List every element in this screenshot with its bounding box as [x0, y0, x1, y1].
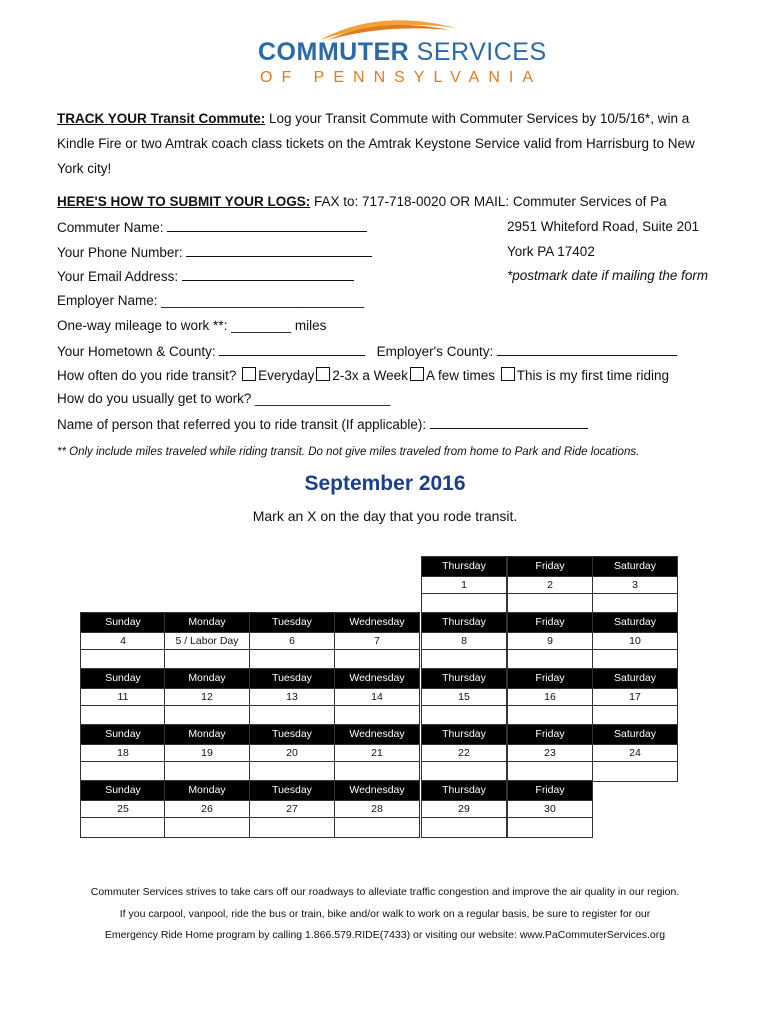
day-number: 9: [507, 632, 593, 650]
day-mark-cell[interactable]: [334, 761, 420, 782]
few-times-checkbox[interactable]: [410, 367, 424, 381]
day-mark-cell[interactable]: [164, 761, 250, 782]
day-header-sunday: Sunday: [80, 724, 166, 745]
day-mark-cell[interactable]: [249, 705, 335, 726]
day-header-monday: Monday: [164, 612, 250, 633]
day-number: 19: [164, 744, 250, 762]
day-number: 25: [80, 800, 166, 818]
day-number: 15: [421, 688, 507, 706]
day-mark-cell[interactable]: [507, 817, 593, 838]
day-header-tuesday: Tuesday: [249, 724, 335, 745]
footer-line2: If you carpool, vanpool, ride the bus or train, bike and/or walk to work on a regular basis, be sure to register for our: [119, 908, 651, 920]
day-number: 7: [334, 632, 420, 650]
day-mark-cell[interactable]: [507, 705, 593, 726]
day-mark-cell[interactable]: [164, 817, 250, 838]
mileage-row: One-way mileage to work **: ________ miles: [57, 318, 327, 333]
first-time-checkbox[interactable]: [501, 367, 515, 381]
day-mark-cell[interactable]: [249, 817, 335, 838]
intro-line3: York city!: [57, 161, 112, 176]
day-number: 23: [507, 744, 593, 762]
day-mark-cell[interactable]: [80, 817, 166, 838]
day-number: 2: [507, 576, 593, 594]
day-header-tuesday: Tuesday: [249, 780, 335, 801]
commuter-name-row: Commuter Name:: [57, 219, 367, 235]
day-header-saturday: Saturday: [592, 668, 678, 689]
submit-line: HERE'S HOW TO SUBMIT YOUR LOGS: FAX to: 717-718-0020 OR MAIL: Commuter Services of Pa: [57, 194, 667, 209]
hometown-row: Your Hometown & County: Employer's County:: [57, 343, 677, 359]
day-header-monday: Monday: [164, 724, 250, 745]
day-mark-cell[interactable]: [507, 593, 593, 614]
intro-line2: Kindle Fire or two Amtrak coach class tickets on the Amtrak Keystone Service valid from Harrisburg to New: [57, 136, 695, 151]
day-header-tuesday: Tuesday: [249, 668, 335, 689]
day-mark-cell[interactable]: [421, 649, 507, 670]
day-header-monday: Monday: [164, 668, 250, 689]
day-number: 18: [80, 744, 166, 762]
day-header-wednesday: Wednesday: [334, 612, 420, 633]
day-header-wednesday: Wednesday: [334, 780, 420, 801]
day-mark-cell[interactable]: [421, 761, 507, 782]
day-header-thursday: Thursday: [421, 556, 507, 577]
day-header-friday: Friday: [507, 556, 593, 577]
day-number: 21: [334, 744, 420, 762]
transit-frequency-row: How often do you ride transit? Everyday 2-3x a Week A few times This is my first time riding: [57, 368, 670, 383]
day-number: 10: [592, 632, 678, 650]
day-mark-cell[interactable]: [164, 705, 250, 726]
day-number: 14: [334, 688, 420, 706]
day-mark-cell[interactable]: [421, 593, 507, 614]
month-title: September 2016: [304, 472, 466, 495]
day-number: 5 / Labor Day: [164, 632, 250, 650]
day-mark-cell[interactable]: [421, 705, 507, 726]
day-header-saturday: Saturday: [592, 724, 678, 745]
phone-field[interactable]: [186, 244, 372, 257]
email-row: Your Email Address:: [57, 268, 354, 284]
day-number: 26: [164, 800, 250, 818]
day-number: 17: [592, 688, 678, 706]
day-mark-cell[interactable]: [592, 593, 678, 614]
day-mark-cell[interactable]: [164, 649, 250, 670]
day-header-thursday: Thursday: [421, 780, 507, 801]
day-number: 8: [421, 632, 507, 650]
day-number: 4: [80, 632, 166, 650]
day-header-monday: Monday: [164, 780, 250, 801]
day-number: 13: [249, 688, 335, 706]
day-header-tuesday: Tuesday: [249, 612, 335, 633]
address-line2: York PA 17402: [507, 244, 595, 259]
email-field[interactable]: [182, 268, 354, 281]
how-get-row: How do you usually get to work? __________________: [57, 391, 391, 406]
day-number: 29: [421, 800, 507, 818]
day-header-sunday: Sunday: [80, 612, 166, 633]
day-number: 11: [80, 688, 166, 706]
referred-field[interactable]: [430, 416, 588, 429]
footer-line1: Commuter Services strives to take cars off our roadways to alleviate traffic congestion and improve the air quality in our region.: [90, 886, 680, 898]
day-number: 6: [249, 632, 335, 650]
day-header-wednesday: Wednesday: [334, 668, 420, 689]
day-mark-cell[interactable]: [80, 649, 166, 670]
employer-row: Employer Name: ___________________________: [57, 293, 364, 308]
day-header-thursday: Thursday: [421, 724, 507, 745]
day-mark-cell[interactable]: [80, 705, 166, 726]
day-number: 27: [249, 800, 335, 818]
day-mark-cell[interactable]: [592, 649, 678, 670]
referred-row: Name of person that referred you to ride transit (If applicable):: [57, 416, 588, 432]
day-header-thursday: Thursday: [421, 612, 507, 633]
hometown-field[interactable]: [219, 343, 365, 356]
day-mark-cell[interactable]: [80, 761, 166, 782]
employer-county-field[interactable]: [497, 343, 677, 356]
day-header-saturday: Saturday: [592, 556, 678, 577]
day-mark-cell[interactable]: [592, 761, 678, 782]
two-three-week-checkbox[interactable]: [316, 367, 330, 381]
day-header-friday: Friday: [507, 612, 593, 633]
day-mark-cell[interactable]: [592, 705, 678, 726]
day-mark-cell[interactable]: [249, 649, 335, 670]
day-number: 20: [249, 744, 335, 762]
day-number: 3: [592, 576, 678, 594]
mileage-note: ** Only include miles traveled while riding transit. Do not give miles traveled from home to Park and Ride locations.: [57, 446, 640, 458]
day-number: 24: [592, 744, 678, 762]
day-mark-cell[interactable]: [334, 705, 420, 726]
everyday-checkbox[interactable]: [242, 367, 256, 381]
day-header-friday: Friday: [507, 780, 593, 801]
day-number: 12: [164, 688, 250, 706]
day-mark-cell[interactable]: [507, 761, 593, 782]
day-mark-cell[interactable]: [334, 817, 420, 838]
day-mark-cell[interactable]: [249, 761, 335, 782]
day-header-friday: Friday: [507, 724, 593, 745]
day-mark-cell[interactable]: [421, 817, 507, 838]
day-number: 22: [421, 744, 507, 762]
logo-line1: COMMUTER SERVICES: [258, 38, 547, 66]
day-header-saturday: Saturday: [592, 612, 678, 633]
day-mark-cell[interactable]: [507, 649, 593, 670]
postmark-note: *postmark date if mailing the form: [507, 268, 709, 283]
day-header-sunday: Sunday: [80, 780, 166, 801]
day-number: 28: [334, 800, 420, 818]
day-number: 30: [507, 800, 593, 818]
logo: [258, 14, 547, 86]
intro-line1: TRACK YOUR Transit Commute: Log your Transit Commute with Commuter Services by 10/5/16*, win a: [57, 111, 690, 126]
phone-row: Your Phone Number:: [57, 244, 372, 260]
footer-line3: Emergency Ride Home program by calling 1.866.579.RIDE(7433) or visiting our website: www.PaCommuterServices.org: [104, 929, 666, 941]
calendar-instruction: Mark an X on the day that you rode transit.: [252, 508, 518, 524]
day-number: 16: [507, 688, 593, 706]
day-header-thursday: Thursday: [421, 668, 507, 689]
day-mark-cell[interactable]: [334, 649, 420, 670]
logo-line2: OF PENNSYLVANIA: [260, 69, 542, 86]
commuter-name-field[interactable]: [167, 219, 367, 232]
day-header-sunday: Sunday: [80, 668, 166, 689]
day-number: 1: [421, 576, 507, 594]
day-header-friday: Friday: [507, 668, 593, 689]
address-line1: 2951 Whiteford Road, Suite 201: [507, 219, 700, 234]
day-header-wednesday: Wednesday: [334, 724, 420, 745]
